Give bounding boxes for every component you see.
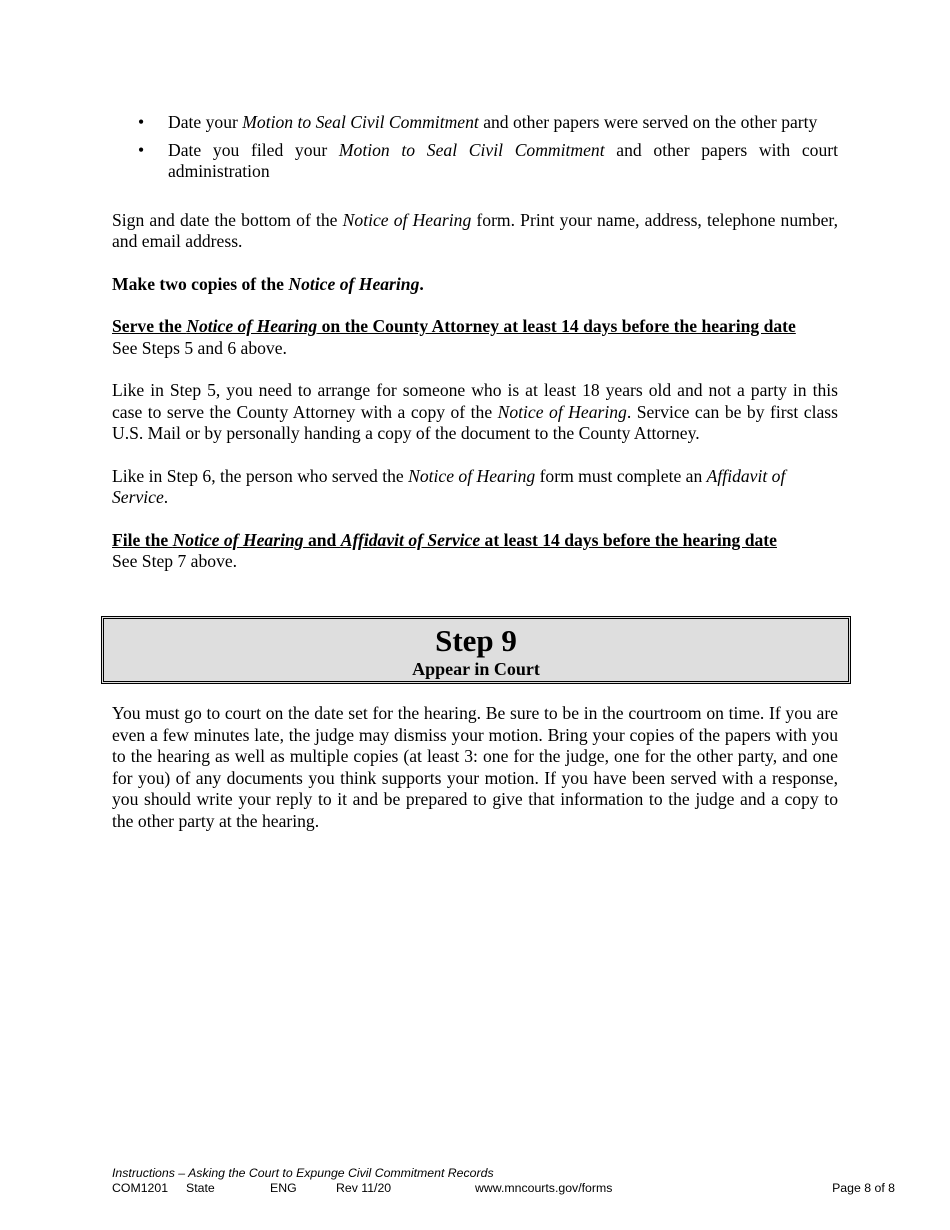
list-item: • Date you filed your Motion to Seal Civil Commitment and other papers with court administration [138,139,838,181]
step5-paragraph: Like in Step 5, you need to arrange for someone who is at least 18 years old and not a party in this case to serve the County Attorney with a copy of the Notice of Hearing. Service can be by first class U.S. Mail or by personally handing a copy of the document to the County Attorney. [112,380,838,443]
list-item: • Date your Motion to Seal Civil Commitment and other papers were served on the other party [138,112,818,132]
file-see-step: See Step 7 above. [112,551,238,571]
footer-meta [112,1181,895,1196]
page-footer [112,1166,895,1196]
footer-url: www.mncourts.gov/forms [475,1181,613,1195]
court-paragraph: You must go to court on the date set for the hearing. Be sure to be in the courtroom on time. If you are even a few minutes late, the judge may dismiss your motion. Bring your copies of the papers with you to the hearing as well as multiple copies (at least 3: one for the judge, one for the other party, and one for you) of any documents you think supports your motion. If you have been served with a response, you should write your reply to it and be prepared to give that information to the judge and a copy to the other party at the hearing. [112,703,838,831]
step-title: Step 9 [435,623,517,658]
step-subtitle: Appear in Court [412,659,540,679]
instructions-body [112,112,838,573]
footer-revision: Rev 11/20 [336,1181,392,1195]
sign-paragraph: Sign and date the bottom of the Notice of Hearing form. Print your name, address, telephone number, and email address. [112,209,838,251]
footer-form-code: COM1201 [112,1181,169,1195]
footer-state: State [186,1181,215,1195]
date-bullet-list [112,112,838,183]
court-paragraph-container [112,703,838,832]
copies-paragraph: Make two copies of the Notice of Hearing. [112,273,424,294]
footer-title: Instructions – Asking the Court to Expunge Civil Commitment Records [112,1166,494,1180]
bullet-icon: • [138,139,145,160]
step-9-header-box [101,616,851,684]
serve-see-steps: See Steps 5 and 6 above. [112,337,287,358]
serve-heading: Serve the Notice of Hearing on the County Attorney at least 14 days before the hearing date [112,316,796,336]
step6-paragraph: Like in Step 6, the person who served the Notice of Hearing form must complete an Affidavit of Service. [112,465,786,507]
file-heading: File the Notice of Hearing and Affidavit of Service at least 14 days before the hearing date [112,529,777,550]
bullet-icon: • [138,112,145,132]
footer-page-number: Page 8 of 8 [832,1181,895,1195]
footer-language: ENG [270,1181,297,1195]
